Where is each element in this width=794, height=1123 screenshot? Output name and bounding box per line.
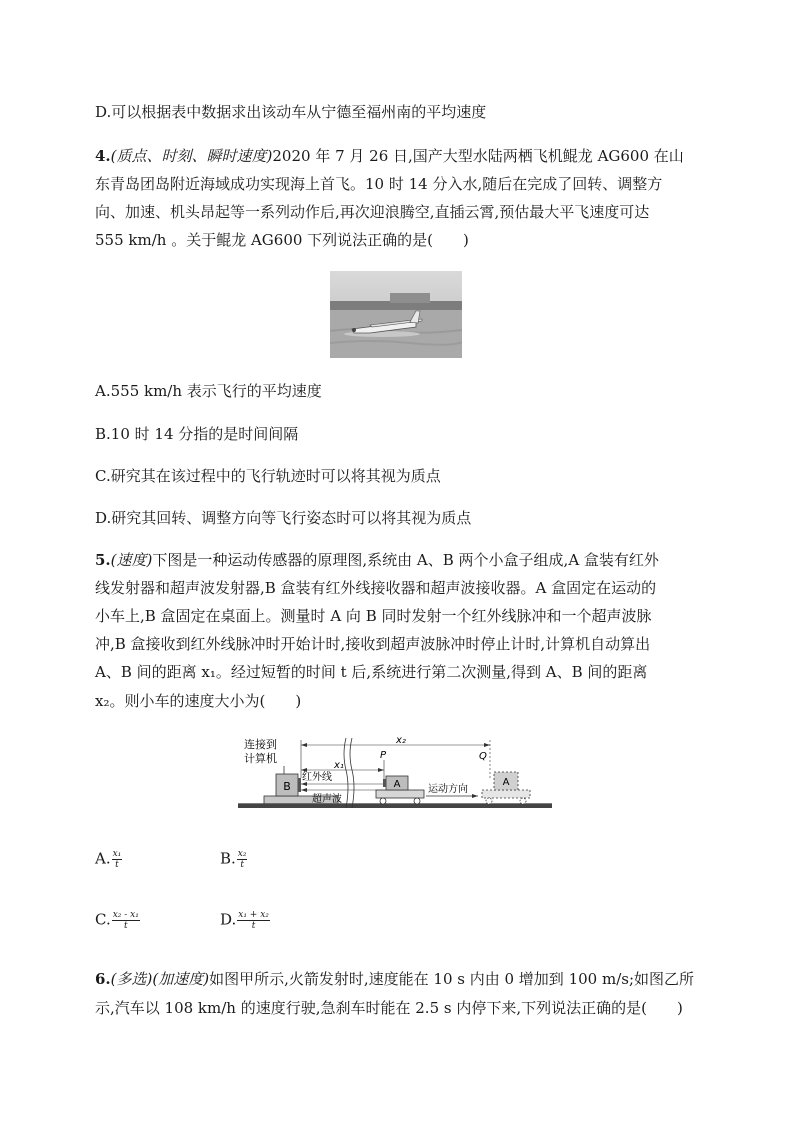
q5-option-c-prefix: C. <box>95 910 111 929</box>
q5-option-c-den: t <box>123 921 128 931</box>
q6-line-2: 示,汽车以 108 km/h 的速度行驶,急刹车时能在 2.5 s 内停下来,下列说法正确的是( ) <box>95 999 683 1017</box>
q-label: Q <box>479 751 487 762</box>
q6-number: 6. <box>95 970 111 988</box>
q4-line-2: 东青岛团岛附近海域成功实现海上首飞。10 时 14 分入水,随后在完成了回转、调整方 <box>95 175 663 193</box>
q4-option-a: A.555 km/h 表示飞行的平均速度 <box>95 382 322 400</box>
q5-line-3: 小车上,B 盒固定在桌面上。测量时 A 向 B 同时发射一个红外线脉冲和一个超声波脉 <box>95 607 652 625</box>
direction-label: 运动方向 <box>428 784 468 795</box>
box-a-label: A <box>393 779 401 790</box>
q4-line-3: 向、加速、机头昂起等一系列动作后,再次迎浪腾空,直插云霄,预估最大平飞速度可达 <box>95 203 650 221</box>
q4-option-b: B.10 时 14 分指的是时间间隔 <box>95 425 299 443</box>
q5-option-b-num: x₂ <box>237 849 247 859</box>
q5-option-a-prefix: A. <box>95 849 111 868</box>
q5-option-c-num: x₂ - x₁ <box>112 910 139 920</box>
q4-line-1 <box>95 146 684 166</box>
q4-option-c: C.研究其在该过程中的飞行轨迹时可以将其视为质点 <box>95 467 441 485</box>
q5-text-1: 下图是一种运动传感器的原理图,系统由 A、B 两个小盒子组成,A 盒装有红外 <box>152 551 659 569</box>
infrared-label: 红外线 <box>302 772 332 783</box>
sensor-diagram <box>238 734 552 824</box>
q4-tag: (质点、时刻、瞬时速度) <box>110 147 273 165</box>
q5-number: 5. <box>95 551 111 569</box>
q5-tag: (速度) <box>110 551 153 569</box>
cart <box>376 790 424 798</box>
q6-text-1: 如图甲所示,火箭发射时,速度能在 10 s 内由 0 增加到 100 m/s;如图乙所 <box>209 970 694 988</box>
connect-label-1: 连接到 <box>244 738 277 751</box>
q5-option-b <box>220 849 247 870</box>
q4-option-d: D.研究其回转、调整方向等飞行姿态时可以将其视为质点 <box>95 509 472 527</box>
q5-option-b-prefix: B. <box>220 849 236 868</box>
box-b-label: B <box>283 780 291 793</box>
q5-option-b-den: t <box>240 860 244 870</box>
q6-line-1 <box>95 969 694 989</box>
q6-tag: (多选)(加速度) <box>110 970 210 988</box>
q5-option-a-num: x₁ <box>112 849 122 859</box>
cart-later <box>482 790 530 798</box>
q3-option-d: D.可以根据表中数据求出该动车从宁德至福州南的平均速度 <box>95 103 487 121</box>
box-a-later-label: A <box>502 777 510 788</box>
q4-number: 4. <box>95 147 111 165</box>
q5-option-d-den: t <box>251 921 256 931</box>
q5-option-a <box>95 849 122 870</box>
connect-label-2: 计算机 <box>244 752 277 765</box>
q5-option-a-den: t <box>115 860 119 870</box>
q4-line-4: 555 km/h 。关于鲲龙 AG600 下列说法正确的是( ) <box>95 231 469 249</box>
seaplane-photo <box>330 271 462 358</box>
q5-line-6: x₂。则小车的速度大小为( ) <box>95 692 302 710</box>
q5-option-c <box>95 910 140 931</box>
x2-label: x₂ <box>396 735 406 746</box>
q5-option-d <box>220 910 270 931</box>
q4-text-1: 2020 年 7 月 26 日,国产大型水陆两栖飞机鲲龙 AG600 在山 <box>272 147 684 165</box>
ultrasonic-label: 超声波 <box>312 794 342 805</box>
q5-line-2: 线发射器和超声波发射器,B 盒装有红外线接收器和超声波接收器。A 盒固定在运动的 <box>95 579 657 597</box>
p-label: P <box>380 750 387 761</box>
q5-line-1 <box>95 550 659 570</box>
q5-option-d-prefix: D. <box>220 910 237 929</box>
q5-option-d-num: x₁ + x₂ <box>238 910 269 920</box>
q5-line-5: A、B 间的距离 x₁。经过短暂的时间 t 后,系统进行第二次测量,得到 A、B 间的距离 <box>95 663 648 681</box>
x1-label: x₁ <box>334 760 344 771</box>
q5-line-4: 冲,B 盒接收到红外线脉冲时开始计时,接收到超声波脉冲时停止计时,计算机自动算出 <box>95 635 651 653</box>
